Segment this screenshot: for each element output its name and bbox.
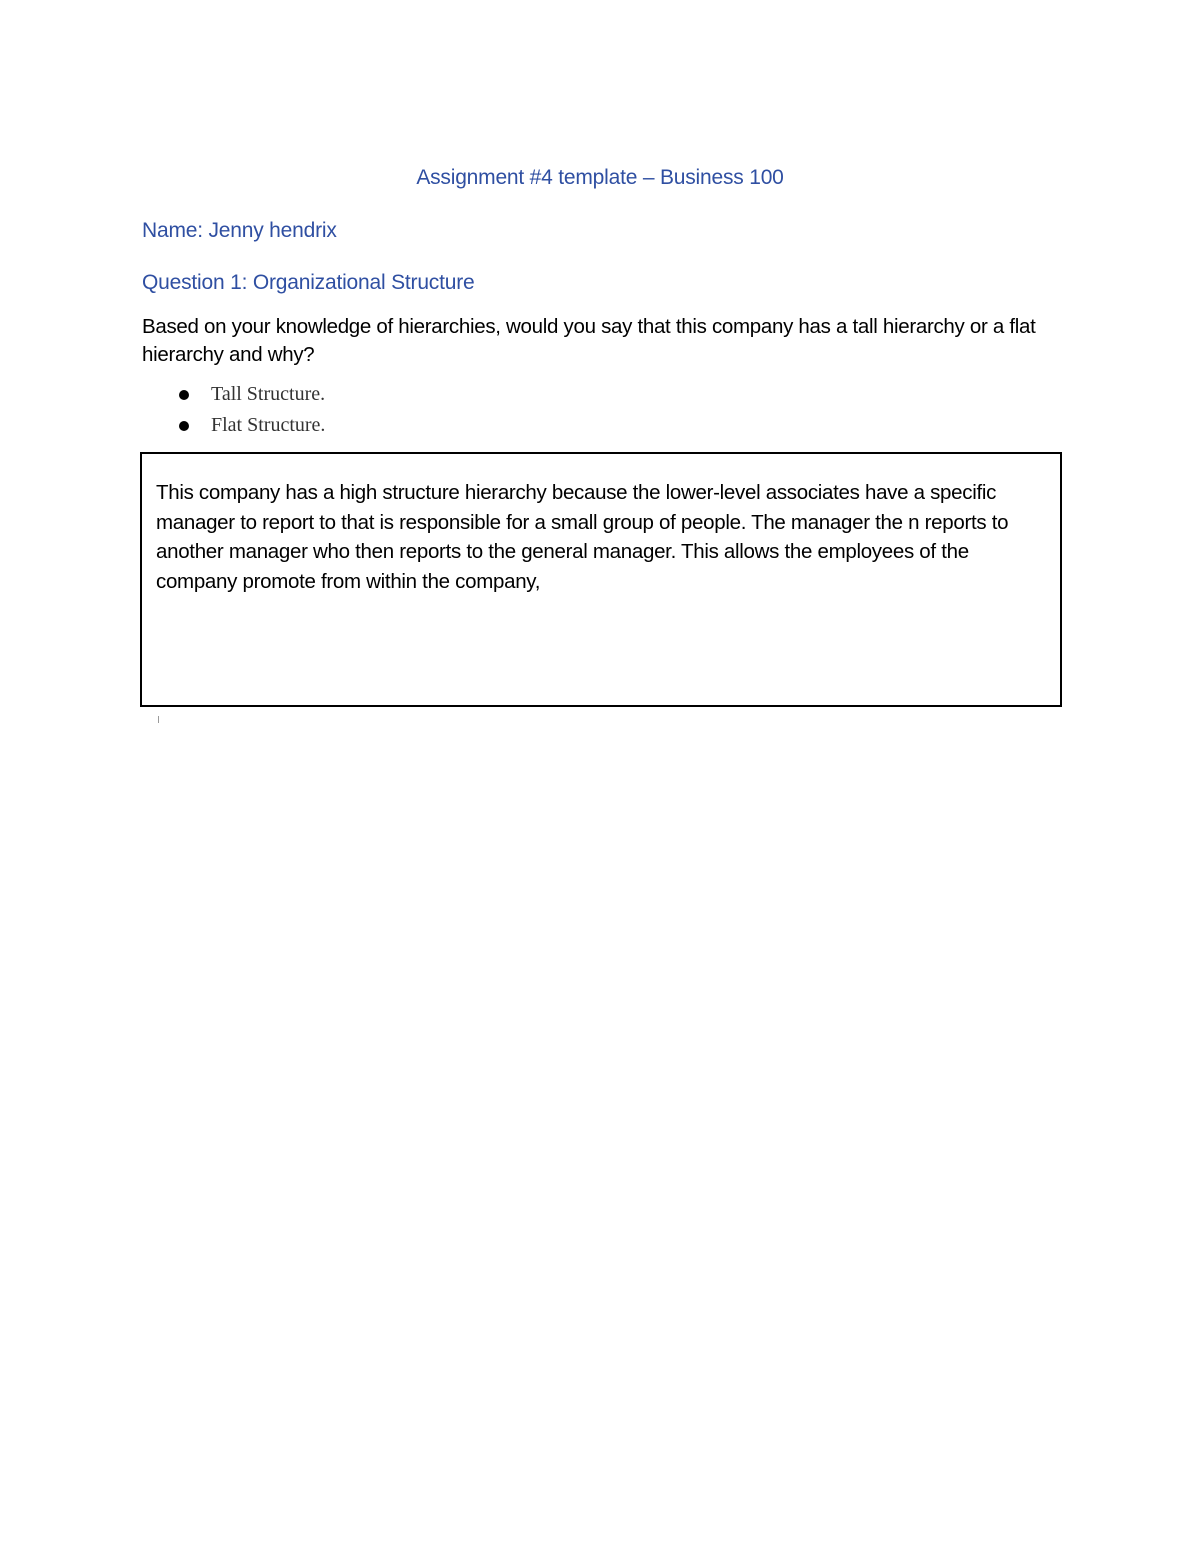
assignment-title: Assignment #4 template – Business 100 — [416, 166, 784, 189]
question-heading: Question 1: Organizational Structure — [142, 271, 475, 294]
question-prompt: Based on your knowledge of hierarchies, would you say that this company has a tall hierarchy or a flat hierarchy and why? — [142, 315, 1036, 366]
option-label: Flat Structure. — [211, 414, 326, 436]
option-label: Tall Structure. — [211, 383, 326, 405]
answer-text[interactable]: This company has a high structure hierarchy because the lower-level associates have a specific manager to report to that is responsible for a small group of people. The manager the n reports to another manager who then reports to the general manager. This allows the employees of the company promote from within the company, — [156, 481, 1009, 593]
student-name-line: Name: Jenny hendrix — [142, 219, 337, 242]
answer-options-list — [176, 380, 325, 442]
answer-text-box[interactable] — [140, 452, 1062, 707]
option-item-tall — [176, 380, 325, 411]
bullet-icon — [179, 421, 189, 431]
option-item-flat — [176, 411, 325, 442]
text-cursor-mark — [158, 716, 159, 723]
bullet-icon — [179, 390, 189, 400]
